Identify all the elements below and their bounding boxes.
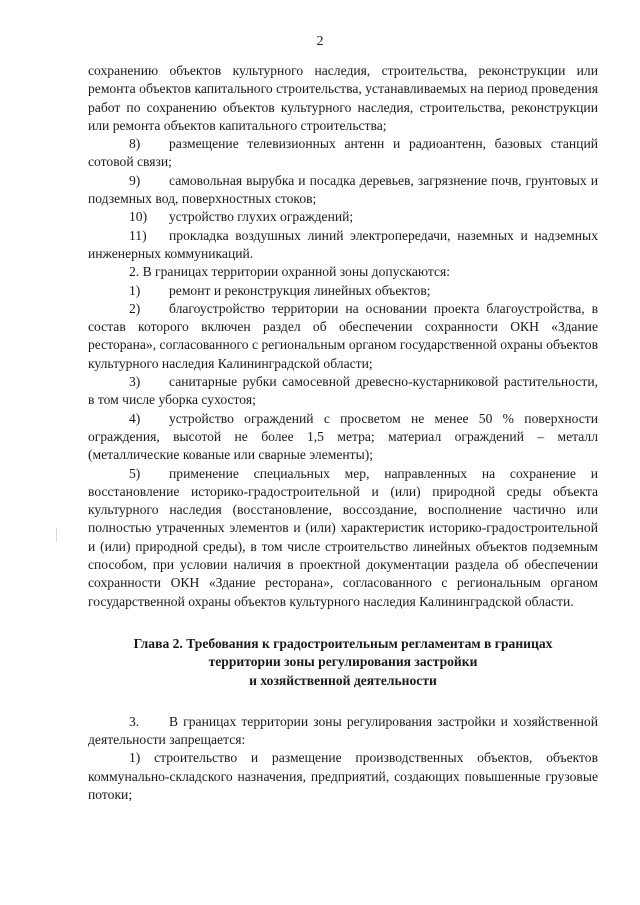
paragraph-text: 2. В границах территории охранной зоны допускаются:: [129, 264, 451, 280]
item-number: 4): [129, 410, 141, 426]
paragraph-text: самовольная вырубка и посадка деревьев, загрязнение почв, грунтовых и подземных вод, поверхностных стоков;: [88, 172, 598, 207]
paragraph: [88, 172, 598, 209]
item-number: 2): [129, 300, 141, 316]
paragraph: [88, 208, 598, 226]
paragraph-text: благоустройство территории на основании проекта благоустройства, в состав которого включен раздел об обеспечении сохранности ОКН «Здание ресторана», согласованного с региональным органом государственной охраны объектов культурного наследия Калининградской области;: [88, 300, 598, 371]
item-number: 11): [129, 227, 147, 243]
paragraph-text: устройство ограждений с просветом не менее 50 % поверхности ограждения, высотой не более 1,5 метра; материал ограждений – металл (металлические кованые или сварные элементы);: [88, 410, 598, 463]
item-number: 1): [129, 282, 141, 298]
paragraph: [88, 263, 598, 281]
paragraph-text: В границах территории зоны регулирования застройки и хозяйственной деятельности запрещается:: [88, 713, 598, 748]
paragraph-text: применение специальных мер, направленных на сохранение и восстановление историко-градостроительной и (или) природной среды объекта культурного наследия (восстановление, воссоздание, восполнение частично или полностью утраченных элементов и (или) характеристик историко-градостроительной и (или) природной среды), в том числе строительство линейных объектов подземным способом, при условии наличия в проектной документации раздела об обеспечении сохранности ОКН «Здание ресторана», согласованного с региональным органом государственной охраны объектов культурного наследия Калининградской области.: [88, 465, 598, 609]
paragraph-text: прокладка воздушных линий электропередачи, наземных и надземных инженерных коммуникаций.: [88, 227, 598, 261]
paragraph-text: устройство глухих ограждений;: [169, 209, 354, 225]
page-number: 2: [316, 34, 324, 49]
paragraph: [88, 300, 598, 373]
scan-margin-mark: [56, 528, 57, 542]
paragraph-text: 1) строительство и размещение производственных объектов, объектов коммунально-складского назначения, предприятий, создающих повышенные грузовые потоки;: [88, 750, 598, 802]
item-number: 10): [129, 209, 148, 225]
paragraph-text: размещение телевизионных антенн и радиоантенн, базовых станций сотовой связи;: [88, 136, 598, 170]
paragraph: [88, 135, 598, 172]
paragraph: [88, 62, 598, 135]
item-number: 3): [129, 374, 141, 390]
paragraph: [88, 465, 598, 611]
item-number: 9): [129, 172, 141, 188]
paragraph: [88, 282, 598, 300]
paragraph: [88, 749, 598, 804]
paragraph: [88, 713, 598, 750]
paragraph: [88, 410, 598, 465]
paragraph-text: санитарные рубки самосевной древесно-кустарниковой растительности, в том числе уборка сухостоя;: [88, 374, 598, 408]
body-text-top: [88, 62, 598, 611]
item-number: 5): [129, 465, 141, 481]
chapter-heading-line-3: и хозяйственной деятельности: [249, 672, 437, 688]
item-number: 3.: [129, 713, 140, 729]
chapter-heading: [88, 635, 598, 690]
body-text-bottom: [88, 713, 598, 804]
paragraph: [88, 373, 598, 410]
chapter-heading-line-1: Глава 2. Требования к градостроительным регламентам в границах: [133, 635, 553, 651]
chapter-heading-line-2: территории зоны регулирования застройки: [208, 654, 478, 670]
paragraph-text: ремонт и реконструкция линейных объектов;: [169, 282, 431, 298]
paragraph: [88, 227, 598, 264]
item-number: 8): [129, 136, 141, 152]
paragraph-text: сохранению объектов культурного наследия, строительства, реконструкции или ремонта объектов капитального строительства, устанавливаемых на период проведения работ по сохранению объектов культурного наследия, строительства, реконструкции или ремонта объектов капитального строительства;: [88, 63, 598, 133]
